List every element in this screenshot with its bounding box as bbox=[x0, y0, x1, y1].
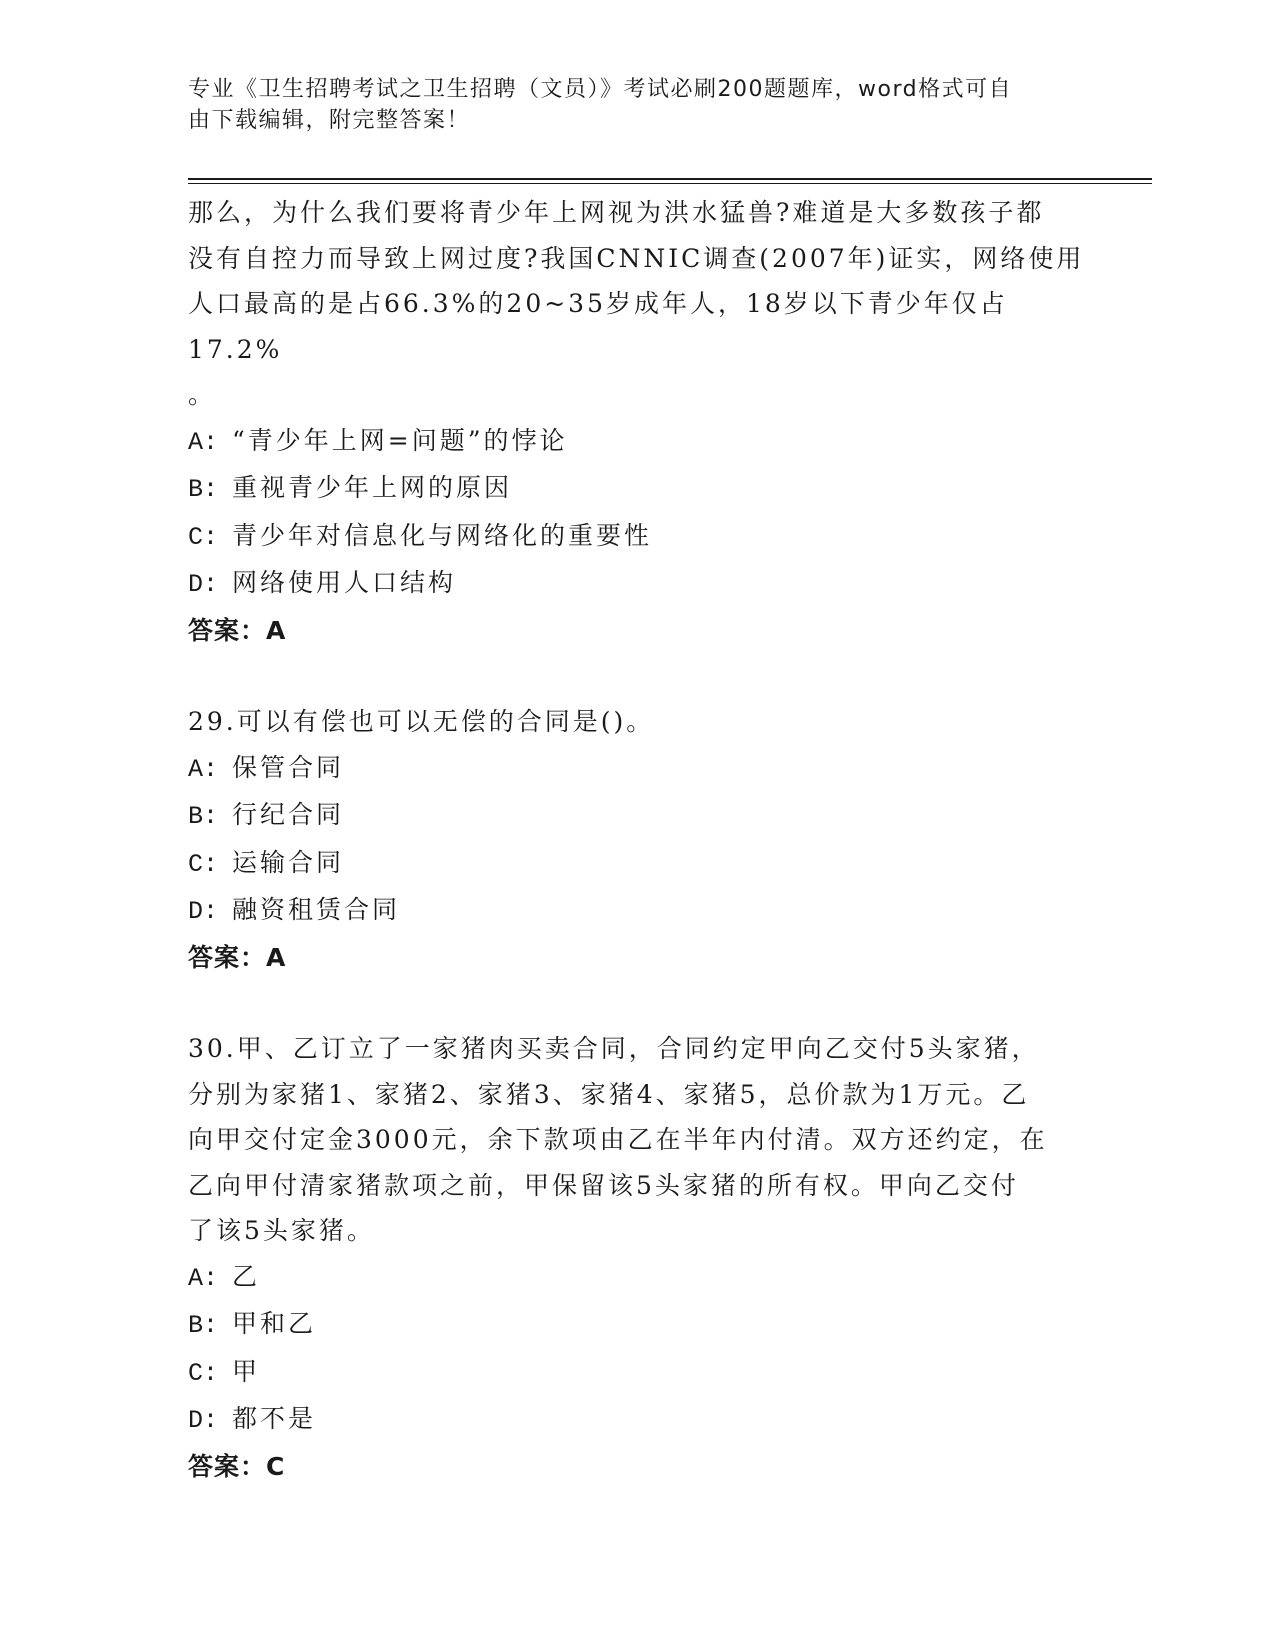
question-text-line: 人口最高的是占66.3%的20~35岁成年人，18岁以下青少年仅占17.2% bbox=[188, 289, 1008, 364]
option-c bbox=[188, 840, 1088, 888]
option-d bbox=[188, 560, 1088, 608]
option-key: A: bbox=[188, 754, 219, 784]
option-key: D: bbox=[188, 1406, 219, 1435]
option-c bbox=[188, 513, 1088, 561]
question-text-line: 30.甲、乙订立了一家猪肉买卖合同，合同约定甲向乙交付5头家猪， bbox=[188, 1034, 1040, 1063]
option-text: “青少年上网=问题”的悖论 bbox=[232, 425, 568, 455]
question-text-line: 乙向甲付清家猪款项之前，甲保留该5头家猪的所有权。甲向乙交付 bbox=[188, 1170, 1019, 1200]
option-key: A: bbox=[188, 1263, 219, 1293]
answer-line: 答案：A bbox=[188, 615, 287, 645]
question-text-line: 29.可以有偿也可以无偿的合同是()。 bbox=[188, 707, 655, 736]
option-b bbox=[188, 465, 1088, 513]
header-line-2: 由下载编辑，附完整答案！ bbox=[188, 108, 471, 133]
option-key: B: bbox=[188, 1311, 219, 1340]
answer-line: 答案：C bbox=[188, 1451, 286, 1481]
question-text-line: 分别为家猪1、家猪2、家猪3、家猪4、家猪5，总价款为1万元。乙 bbox=[188, 1079, 1030, 1109]
option-key: C: bbox=[188, 849, 219, 879]
document-header bbox=[188, 74, 1088, 136]
option-text: 青少年对信息化与网络化的重要性 bbox=[232, 520, 653, 550]
option-a bbox=[188, 745, 1088, 793]
option-a bbox=[188, 418, 1088, 466]
option-text: 甲 bbox=[232, 1356, 261, 1386]
option-c bbox=[188, 1349, 1088, 1397]
question-text-line: 向甲交付定金3000元，余下款项由乙在半年内付清。双方还约定，在 bbox=[188, 1125, 1048, 1154]
option-text: 乙 bbox=[232, 1261, 261, 1291]
header-line-1: 专业《卫生招聘考试之卫生招聘（文员）》考试必刷200题题库，word格式可自 bbox=[188, 77, 1013, 102]
option-text: 保管合同 bbox=[232, 752, 345, 782]
option-key: C: bbox=[188, 1358, 219, 1388]
question-text-line: 。 bbox=[188, 380, 217, 409]
question-text-line: 那么，为什么我们要将青少年上网视为洪水猛兽?难道是大多数孩子都 bbox=[188, 198, 1045, 227]
option-text: 重视青少年上网的原因 bbox=[232, 473, 513, 502]
option-text: 甲和乙 bbox=[232, 1309, 317, 1338]
option-d bbox=[188, 1396, 1088, 1444]
option-b bbox=[188, 792, 1088, 840]
option-text: 网络使用人口结构 bbox=[232, 568, 457, 597]
header-divider bbox=[188, 178, 1152, 184]
spacer bbox=[188, 980, 1088, 1026]
option-key: D: bbox=[188, 570, 219, 599]
option-text: 都不是 bbox=[232, 1404, 317, 1433]
question-text-line: 了该5头家猪。 bbox=[188, 1216, 375, 1245]
question-29 bbox=[188, 699, 1088, 980]
option-a bbox=[188, 1254, 1088, 1302]
question-30 bbox=[188, 1026, 1088, 1489]
option-b bbox=[188, 1301, 1088, 1349]
answer-line: 答案：A bbox=[188, 942, 287, 972]
option-text: 行纪合同 bbox=[232, 800, 345, 829]
option-key: A: bbox=[188, 427, 219, 457]
option-key: B: bbox=[188, 475, 219, 504]
option-d bbox=[188, 887, 1088, 935]
spacer bbox=[188, 653, 1088, 699]
question-text-line: 没有自控力而导致上网过度?我国CNNIC调查(2007年)证实，网络使用 bbox=[188, 243, 1085, 273]
question-28 bbox=[188, 190, 1088, 653]
option-text: 运输合同 bbox=[232, 847, 345, 877]
document-body bbox=[188, 190, 1088, 1489]
option-key: B: bbox=[188, 802, 219, 831]
option-text: 融资租赁合同 bbox=[232, 895, 401, 924]
option-key: C: bbox=[188, 522, 219, 552]
option-key: D: bbox=[188, 897, 219, 926]
